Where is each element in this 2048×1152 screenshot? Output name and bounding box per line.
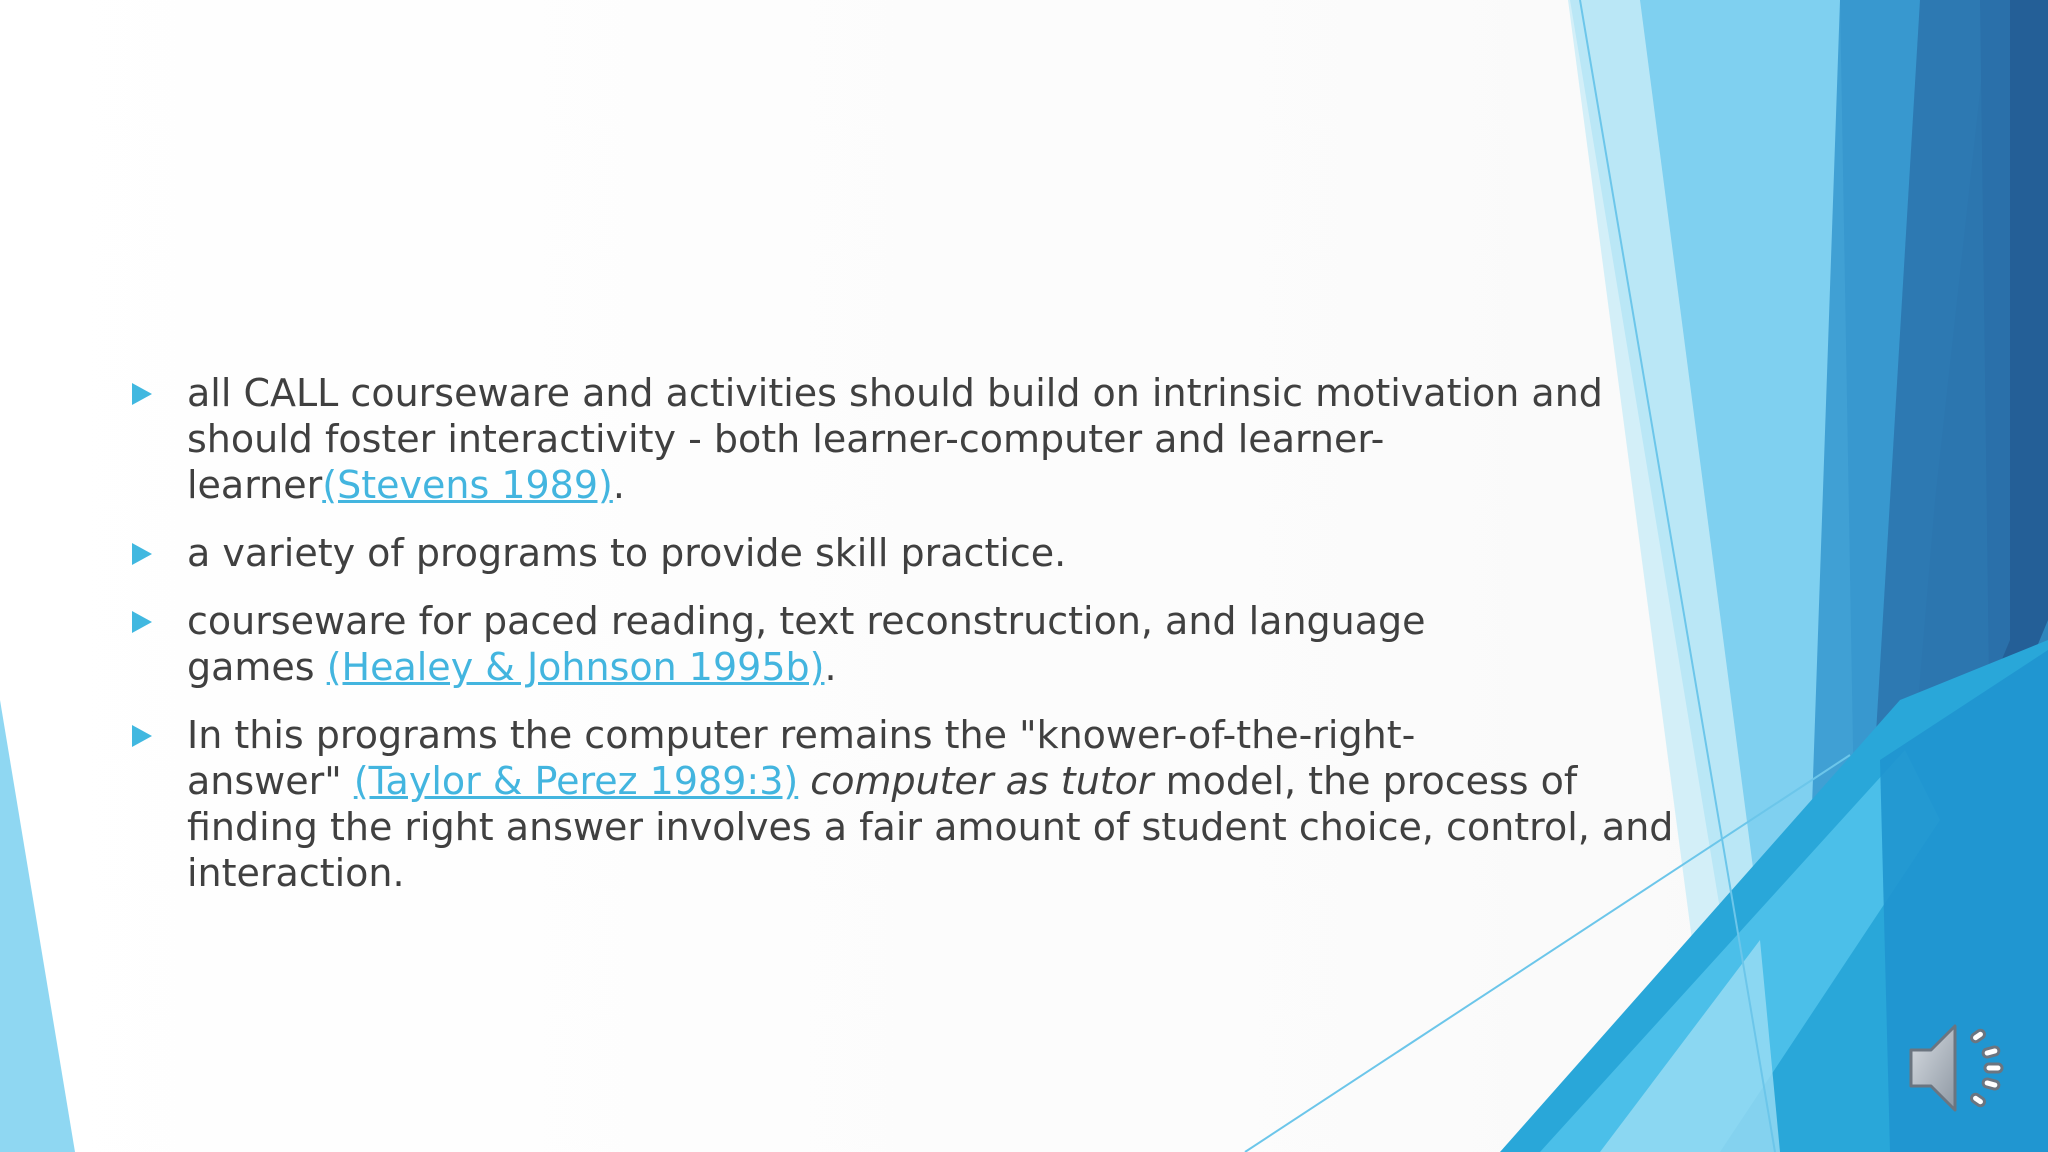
triangle-right-icon <box>132 543 152 565</box>
bullet-item <box>132 370 1603 508</box>
bullet-list <box>132 370 1674 918</box>
text-segment: games <box>187 645 327 689</box>
bullet-text-line: interaction. <box>187 851 405 895</box>
text-segment: learner <box>187 463 323 507</box>
bullet-item <box>132 530 1572 576</box>
emphasis-text: computer as tutor <box>810 759 1154 803</box>
text-segment: model, the process of <box>1153 759 1578 803</box>
bullet-text-line <box>187 462 1572 508</box>
bullet-text-line <box>187 644 1572 690</box>
text-segment: . <box>612 463 625 507</box>
citation-link-stevens[interactable]: (Stevens 1989) <box>322 463 613 507</box>
speaker-icon[interactable] <box>1905 1012 2010 1122</box>
bullet-text-line <box>187 758 1578 804</box>
text-segment <box>798 759 810 803</box>
triangle-right-icon <box>132 383 152 405</box>
bullet-text-line: all CALL courseware and activities should build on intrinsic motivation and <box>187 371 1603 415</box>
bullet-item <box>132 712 1674 896</box>
triangle-right-icon <box>132 611 152 633</box>
triangle-right-icon <box>132 725 152 747</box>
bullet-text-line: should foster interactivity - both learner-computer and learner- <box>187 417 1385 461</box>
text-segment: answer" <box>187 759 354 803</box>
citation-link-taylor-perez[interactable]: (Taylor & Perez 1989:3) <box>353 759 799 803</box>
bullet-text-line: In this programs the computer remains the "knower-of-the-right- <box>187 713 1416 757</box>
bullet-text-line: courseware for paced reading, text reconstruction, and language <box>187 599 1426 643</box>
bullet-text-line: finding the right answer involves a fair amount of student choice, control, and <box>187 805 1674 849</box>
bullet-text-line: a variety of programs to provide skill practice. <box>187 531 1067 575</box>
bullet-item <box>132 598 1572 690</box>
text-segment: . <box>824 645 837 689</box>
citation-link-healey-johnson[interactable]: (Healey & Johnson 1995b) <box>326 645 825 689</box>
